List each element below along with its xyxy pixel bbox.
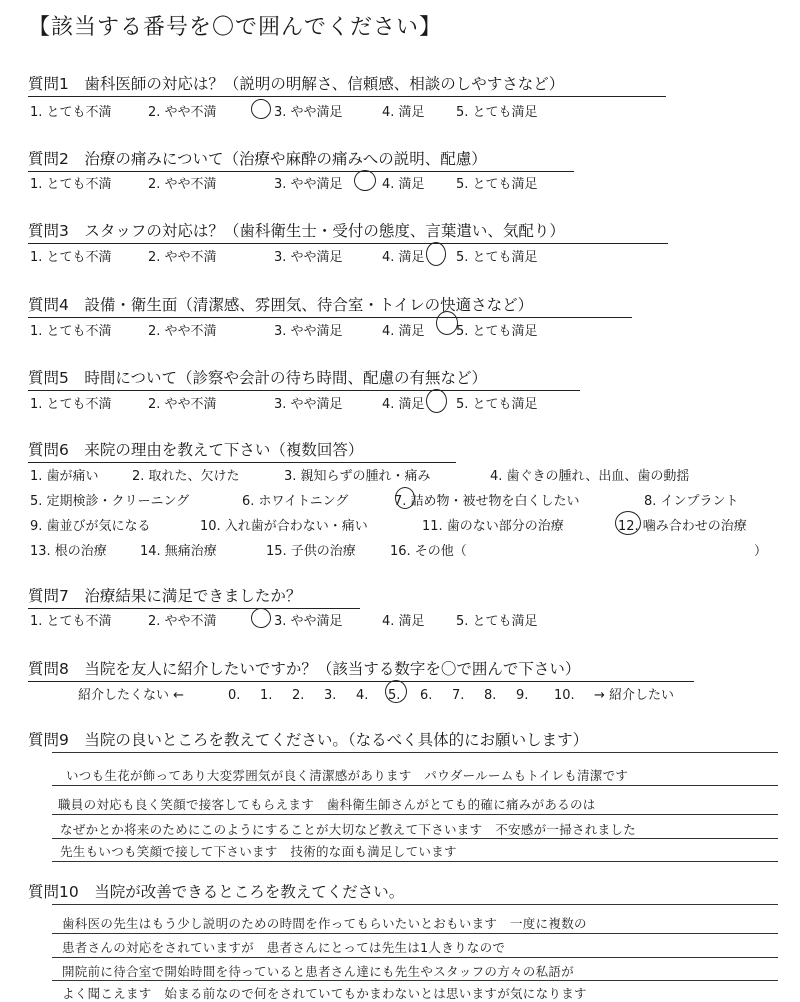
q8-number-2[interactable]: 2.	[292, 688, 305, 703]
q1-option-1[interactable]: 1. とても不満	[30, 105, 112, 120]
question-6-underline	[28, 462, 456, 463]
q10-rule-2	[52, 933, 778, 934]
question-6-row-4	[30, 540, 767, 559]
q8-number-6[interactable]: 6.	[420, 688, 433, 703]
q7-option-1[interactable]: 1. とても不満	[30, 614, 112, 629]
q1-selected-circle	[251, 99, 271, 119]
q3-option-4[interactable]: 4. 満足	[382, 250, 425, 265]
question-2-options	[30, 173, 538, 192]
q7-option-4[interactable]: 4. 満足	[382, 614, 425, 629]
q1-option-2[interactable]: 2. やや不満	[148, 105, 217, 120]
question-3-underline	[28, 243, 668, 244]
question-6-label: 質問6 来院の理由を教えて下さい（複数回答）	[28, 441, 364, 459]
question-8-scale	[78, 684, 674, 703]
q8-left-label: 紹介したくない ←	[78, 688, 185, 703]
q9-rule-1	[52, 752, 778, 753]
q4-option-4[interactable]: 4. 満足	[382, 324, 425, 339]
q8-number-0[interactable]: 0.	[228, 688, 241, 703]
q9-rule-2	[52, 785, 778, 786]
q3-selected-circle	[426, 242, 446, 266]
q3-option-5[interactable]: 5. とても満足	[456, 250, 538, 265]
q7-selected-circle	[251, 608, 271, 628]
q6-option-8[interactable]: 8. インプラント	[644, 494, 739, 509]
page-title: 【該当する番号を〇で囲んでください】	[28, 15, 443, 40]
q8-number-3[interactable]: 3.	[324, 688, 337, 703]
q2-selected-circle	[354, 170, 376, 191]
q6-option-9[interactable]: 9. 歯並びが気になる	[30, 519, 151, 534]
q3-option-3[interactable]: 3. やや満足	[274, 250, 343, 265]
q6-option-14[interactable]: 14. 無痛治療	[140, 544, 217, 559]
question-5-options	[30, 393, 538, 412]
q6-option-15[interactable]: 15. 子供の治療	[266, 544, 356, 559]
q7-option-5[interactable]: 5. とても満足	[456, 614, 538, 629]
q6-option-7[interactable]: 7. 詰め物・被せ物を白くしたい	[394, 494, 580, 509]
q1-option-3[interactable]: 3. やや満足	[274, 105, 343, 120]
q3-option-2[interactable]: 2. やや不満	[148, 250, 217, 265]
q6-selected-circle-7	[395, 487, 415, 509]
q7-option-3[interactable]: 3. やや満足	[274, 614, 343, 629]
q3-option-1[interactable]: 1. とても不満	[30, 250, 112, 265]
question-8-label: 質問8 当院を友人に紹介したいですか？（該当する数字を〇で囲んで下さい）	[28, 660, 581, 678]
question-8-underline	[28, 681, 694, 682]
q5-option-5[interactable]: 5. とても満足	[456, 397, 538, 412]
q10-answer-line-2: 患者さんの対応をされていますが 患者さんにとっては先生は1人きりなので	[62, 940, 506, 955]
q8-number-9[interactable]: 9.	[516, 688, 529, 703]
question-2-underline	[28, 171, 574, 172]
question-3-label: 質問3 スタッフの対応は？（歯科衛生士・受付の態度、言葉遣い、気配り）	[28, 222, 565, 240]
q4-option-1[interactable]: 1. とても不満	[30, 324, 112, 339]
q6-option-4[interactable]: 4. 歯ぐきの腫れ、出血、歯の動揺	[490, 469, 690, 484]
q10-rule-1	[52, 904, 778, 905]
question-1-underline	[28, 96, 666, 97]
question-10-label: 質問10 当院が改善できるところを教えてください。	[28, 883, 405, 901]
q6-option-2[interactable]: 2. 取れた、欠けた	[132, 469, 240, 484]
question-6-row-2	[30, 490, 739, 509]
q8-right-label: → 紹介したい	[594, 688, 675, 703]
q5-option-4[interactable]: 4. 満足	[382, 397, 425, 412]
q4-selected-circle	[436, 311, 458, 335]
q6-other-close: ）	[754, 544, 768, 559]
q6-option-10[interactable]: 10. 入れ歯が合わない・痛い	[200, 519, 368, 534]
q10-answer-line-4: よく聞こえます 始まる前なので何をされていてもかまわないとは思いますが気になります	[62, 986, 587, 1001]
q2-option-4[interactable]: 4. 満足	[382, 177, 425, 192]
q6-option-1[interactable]: 1. 歯が痛い	[30, 469, 99, 484]
question-7-underline	[28, 608, 360, 609]
question-7-options	[30, 610, 538, 629]
q9-answer-line-1: いつも生花が飾ってあり大変雰囲気が良く清潔感があります パウダールームもトイレも清潔です	[66, 768, 629, 783]
q9-answer-line-3: なぜかとか将来のためにこのようにすることが大切など教えて下さいます 不安感が一掃されました	[60, 822, 637, 837]
q6-option-12[interactable]: 12. 噛み合わせの治療	[618, 519, 747, 534]
q10-rule-3	[52, 957, 778, 958]
q10-rule-4	[52, 980, 778, 981]
q5-selected-circle	[426, 389, 447, 413]
question-5-label: 質問5 時間について（診察や会計の待ち時間、配慮の有無など）	[28, 369, 488, 387]
q2-option-2[interactable]: 2. やや不満	[148, 177, 217, 192]
q8-number-5[interactable]: 5.	[388, 688, 401, 703]
q2-option-1[interactable]: 1. とても不満	[30, 177, 112, 192]
q6-option-5[interactable]: 5. 定期検診・クリーニング	[30, 494, 190, 509]
q1-option-4[interactable]: 4. 満足	[382, 105, 425, 120]
q5-option-1[interactable]: 1. とても不満	[30, 397, 112, 412]
question-5-underline	[28, 390, 580, 391]
question-1-options	[30, 101, 538, 120]
q6-option-16[interactable]: 16. その他（	[390, 544, 467, 559]
q9-answer-line-2: 職員の対応も良く笑顔で接客してもらえます 歯科衛生師さんがとても的確に痛みがあるのは	[58, 797, 596, 812]
q4-option-2[interactable]: 2. やや不満	[148, 324, 217, 339]
question-4-label: 質問4 設備・衛生面（清潔感、雰囲気、待合室・トイレの快適さなど）	[28, 296, 534, 314]
q8-number-7[interactable]: 7.	[452, 688, 465, 703]
q8-number-4[interactable]: 4.	[356, 688, 369, 703]
q8-number-1[interactable]: 1.	[260, 688, 273, 703]
q6-option-11[interactable]: 11. 歯のない部分の治療	[422, 519, 564, 534]
q6-option-6[interactable]: 6. ホワイトニング	[242, 494, 349, 509]
q8-number-8[interactable]: 8.	[484, 688, 497, 703]
q9-rule-5	[52, 861, 778, 862]
q6-option-3[interactable]: 3. 親知らずの腫れ・痛み	[284, 469, 431, 484]
q7-option-2[interactable]: 2. やや不満	[148, 614, 217, 629]
question-4-underline	[28, 317, 632, 318]
q10-answer-line-3: 開院前に待合室で開始時間を待っていると患者さん達にも先生やスタッフの方々の私語が	[62, 964, 575, 979]
q5-option-2[interactable]: 2. やや不満	[148, 397, 217, 412]
q8-number-10[interactable]: 10.	[554, 688, 575, 703]
q8-selected-circle	[385, 680, 407, 703]
q2-option-5[interactable]: 5. とても満足	[456, 177, 538, 192]
q5-option-3[interactable]: 3. やや満足	[274, 397, 343, 412]
question-4-options	[30, 320, 538, 339]
q9-rule-4	[52, 838, 778, 839]
q4-option-3[interactable]: 3. やや満足	[274, 324, 343, 339]
q9-rule-3	[52, 814, 778, 815]
question-1-label: 質問1 歯科医師の対応は？（説明の明解さ、信頼感、相談のしやすさなど）	[28, 75, 565, 93]
question-2-label: 質問2 治療の痛みについて（治療や麻酔の痛みへの説明、配慮）	[28, 150, 487, 168]
q6-selected-circle-12	[615, 511, 641, 535]
q4-option-5[interactable]: 5. とても満足	[456, 324, 538, 339]
q9-answer-line-4: 先生もいつも笑顔で接して下さいます 技術的な面も満足しています	[60, 844, 457, 859]
question-6-row-1	[30, 465, 689, 484]
question-9-label: 質問9 当院の良いところを教えてください。（なるべく具体的にお願いします）	[28, 731, 589, 749]
q6-option-13[interactable]: 13. 根の治療	[30, 544, 107, 559]
q10-answer-line-1: 歯科医の先生はもう少し説明のための時間を作ってもらいたいとおもいます 一度に複数の	[62, 916, 587, 931]
q1-option-5[interactable]: 5. とても満足	[456, 105, 538, 120]
question-7-label: 質問7 治療結果に満足できましたか？	[28, 587, 302, 605]
question-3-options	[30, 246, 538, 265]
q2-option-3[interactable]: 3. やや満足	[274, 177, 343, 192]
